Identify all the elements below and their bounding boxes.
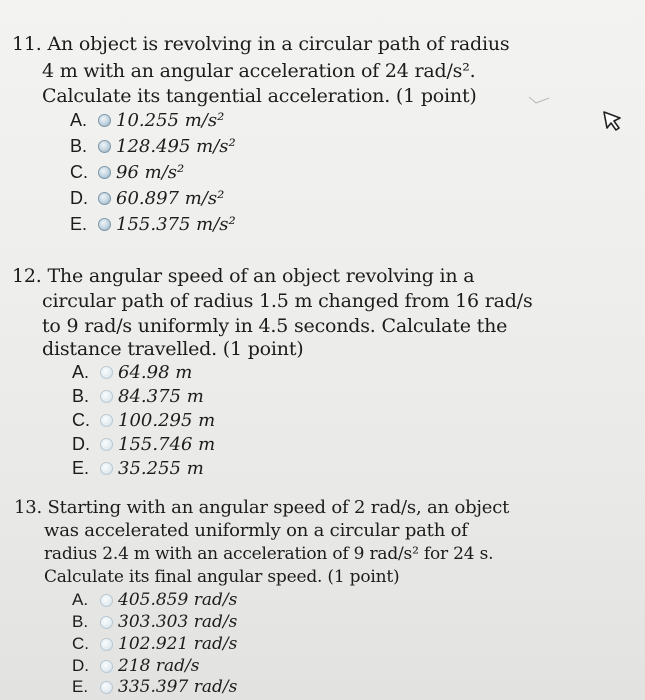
radio-button[interactable] [100,438,113,451]
radio-button[interactable] [98,114,111,127]
option-a[interactable] [70,110,224,131]
option-text: 335.397 rad/s [118,677,238,697]
option-text: 84.375 m [118,386,204,407]
option-text: 35.255 m [118,458,204,479]
option-letter: E. [72,677,89,696]
radio-button[interactable] [100,390,113,403]
radio-button[interactable] [100,594,113,607]
option-b[interactable] [72,386,204,407]
option-letter: C. [70,162,88,182]
option-text: 303.303 rad/s [118,612,238,632]
option-b[interactable] [70,136,236,157]
option-letter: B. [70,136,88,156]
option-letter: D. [72,656,89,675]
option-letter: D. [70,188,88,208]
radio-button[interactable] [100,462,113,475]
option-c[interactable] [72,410,215,431]
option-a[interactable] [72,590,237,610]
question-text-line: was accelerated uniformly on a circular path of [44,520,468,541]
radio-button[interactable] [100,638,113,651]
option-text: 218 rad/s [118,656,200,676]
option-text: 96 m/s² [116,162,185,183]
radio-button[interactable] [100,616,113,629]
question-text-line: 13. Starting with an angular speed of 2 rad/s, an object [14,497,510,518]
question-text-line: 11. An object is revolving in a circular path of radius [12,33,510,55]
option-letter: B. [72,612,89,631]
option-text: 102.921 rad/s [118,634,238,654]
option-letter: D. [72,434,90,454]
option-letter: A. [72,590,89,609]
option-d[interactable] [72,656,199,676]
pencil-mark-icon [528,95,550,105]
option-letter: A. [70,110,88,130]
radio-button[interactable] [98,192,111,205]
option-a[interactable] [72,362,192,383]
option-text: 64.98 m [118,362,193,383]
question-text-line: 4 m with an angular acceleration of 24 rad/s². [42,60,476,82]
question-text-line: 12. The angular speed of an object revolving in a [12,265,475,287]
question-text-line: Calculate its tangential acceleration. (1 point) [42,85,477,107]
option-letter: B. [72,386,90,406]
option-text: 155.746 m [118,434,216,455]
option-text: 10.255 m/s² [116,110,225,131]
option-letter: A. [72,362,90,382]
question-text-line: circular path of radius 1.5 m changed from 16 rad/s [42,290,533,312]
option-e[interactable] [70,214,236,235]
option-text: 60.897 m/s² [116,188,225,209]
option-text: 405.859 rad/s [118,590,238,610]
radio-button[interactable] [98,166,111,179]
option-e[interactable] [72,677,237,697]
option-c[interactable] [72,634,237,654]
option-c[interactable] [70,162,184,183]
radio-button[interactable] [100,414,113,427]
option-text: 155.375 m/s² [116,214,236,235]
option-letter: E. [70,214,88,234]
radio-button[interactable] [100,366,113,379]
option-d[interactable] [70,188,224,209]
question-text-line: distance travelled. (1 point) [42,338,304,360]
radio-button[interactable] [100,660,113,673]
question-text-line: radius 2.4 m with an acceleration of 9 rad/s² for 24 s. [44,544,494,564]
option-d[interactable] [72,434,215,455]
option-b[interactable] [72,612,237,632]
option-e[interactable] [72,458,204,479]
question-text-line: Calculate its final angular speed. (1 point) [44,567,400,587]
radio-button[interactable] [98,218,111,231]
radio-button[interactable] [100,681,113,694]
option-letter: E. [72,458,90,478]
radio-button[interactable] [98,140,111,153]
option-text: 100.295 m [118,410,216,431]
question-text-line: to 9 rad/s uniformly in 4.5 seconds. Calculate the [42,315,508,337]
option-text: 128.495 m/s² [116,136,236,157]
option-letter: C. [72,634,89,653]
pointer-cursor-icon [600,108,626,134]
option-letter: C. [72,410,90,430]
